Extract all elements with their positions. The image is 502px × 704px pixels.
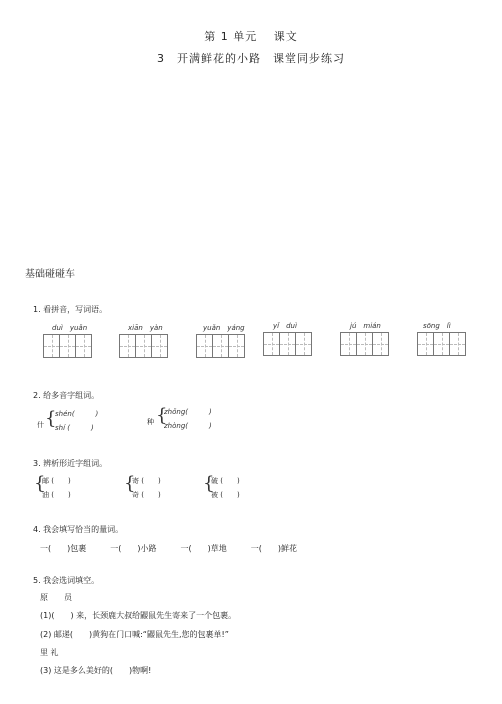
grid-cell[interactable] (151, 334, 168, 358)
pinyin-6: sōng lì (423, 322, 451, 330)
pair-2-b[interactable]: 奇 ( ) (132, 491, 161, 499)
grid-cell[interactable] (417, 332, 434, 356)
grid-cell[interactable] (295, 332, 312, 356)
polyphone-2-reading-2[interactable]: zhòng( ) (164, 422, 212, 430)
grid-cell[interactable] (119, 334, 136, 358)
grid-cell[interactable] (43, 334, 60, 358)
pinyin-5: jú mián (350, 322, 381, 330)
word-choices-2: 里 礼 (40, 648, 59, 657)
grid-cell[interactable] (75, 334, 92, 358)
polyphone-char-2: 种 (147, 418, 154, 426)
polyphone-2-reading-1[interactable]: zhǒng( ) (164, 408, 212, 416)
brace-icon: { (156, 405, 168, 426)
grid-cell[interactable] (196, 334, 213, 358)
grid-cell[interactable] (433, 332, 450, 356)
brace-icon: { (45, 408, 57, 429)
section-heading: 基础碰碰车 (25, 269, 75, 280)
pair-1-b[interactable]: 油 ( ) (42, 491, 71, 499)
unit-title: 第 1 单元 课文 (204, 30, 298, 43)
pinyin-3: yuǎn yáng (203, 324, 245, 332)
pair-3-a[interactable]: 破 ( ) (211, 477, 240, 485)
polyphone-char-1: 什 (37, 421, 44, 429)
writing-grid-2[interactable] (119, 334, 168, 358)
sentence-1[interactable]: (1)( ) 来，长颈鹿大叔给鼹鼠先生寄来了一个包裹。 (40, 611, 237, 620)
pair-3-b[interactable]: 被 ( ) (211, 491, 240, 499)
grid-cell[interactable] (228, 334, 245, 358)
sentence-2[interactable]: (2) 邮递( )黄狗在门口喊:“鼹鼠先生,您的包裹单!” (40, 630, 229, 639)
sentence-3[interactable]: (3) 这是多么美好的( )物啊! (40, 666, 152, 675)
grid-cell[interactable] (449, 332, 466, 356)
grid-cell[interactable] (135, 334, 152, 358)
polyphone-1-reading-2[interactable]: shí ( ) (55, 424, 94, 432)
grid-cell[interactable] (279, 332, 296, 356)
writing-grid-4[interactable] (263, 332, 312, 356)
q3-prompt: 3. 辨析形近字组词。 (33, 459, 108, 468)
word-choices-1: 原 员 (40, 593, 72, 602)
pair-1-a[interactable]: 邮 ( ) (42, 477, 71, 485)
brace-icon: { (124, 473, 136, 494)
q4-prompt: 4. 我会填写恰当的量词。 (33, 525, 124, 534)
grid-cell[interactable] (212, 334, 229, 358)
measure-word-line[interactable]: 一( )包裹 一( )小路 一( )草地 一( )鲜花 (40, 544, 297, 553)
polyphone-1-reading-1[interactable]: shén( ) (55, 410, 99, 418)
pinyin-2: xiān yàn (128, 324, 163, 332)
grid-cell[interactable] (372, 332, 389, 356)
grid-cell[interactable] (356, 332, 373, 356)
grid-cell[interactable] (59, 334, 76, 358)
grid-cell[interactable] (263, 332, 280, 356)
q1-prompt: 1. 看拼音，写词语。 (33, 305, 108, 314)
pinyin-4: yǐ duì (273, 322, 297, 330)
writing-grid-3[interactable] (196, 334, 245, 358)
pinyin-1: duì yuǎn (52, 324, 88, 332)
brace-icon: { (34, 473, 46, 494)
pair-2-a[interactable]: 寄 ( ) (132, 477, 161, 485)
writing-grid-5[interactable] (340, 332, 389, 356)
lesson-title: 3 开满鲜花的小路 课堂同步练习 (157, 52, 345, 65)
writing-grid-6[interactable] (417, 332, 466, 356)
writing-grid-1[interactable] (43, 334, 92, 358)
grid-cell[interactable] (340, 332, 357, 356)
q5-prompt: 5. 我会选词填空。 (33, 576, 100, 585)
brace-icon: { (203, 473, 215, 494)
q2-prompt: 2. 给多音字组词。 (33, 391, 100, 400)
